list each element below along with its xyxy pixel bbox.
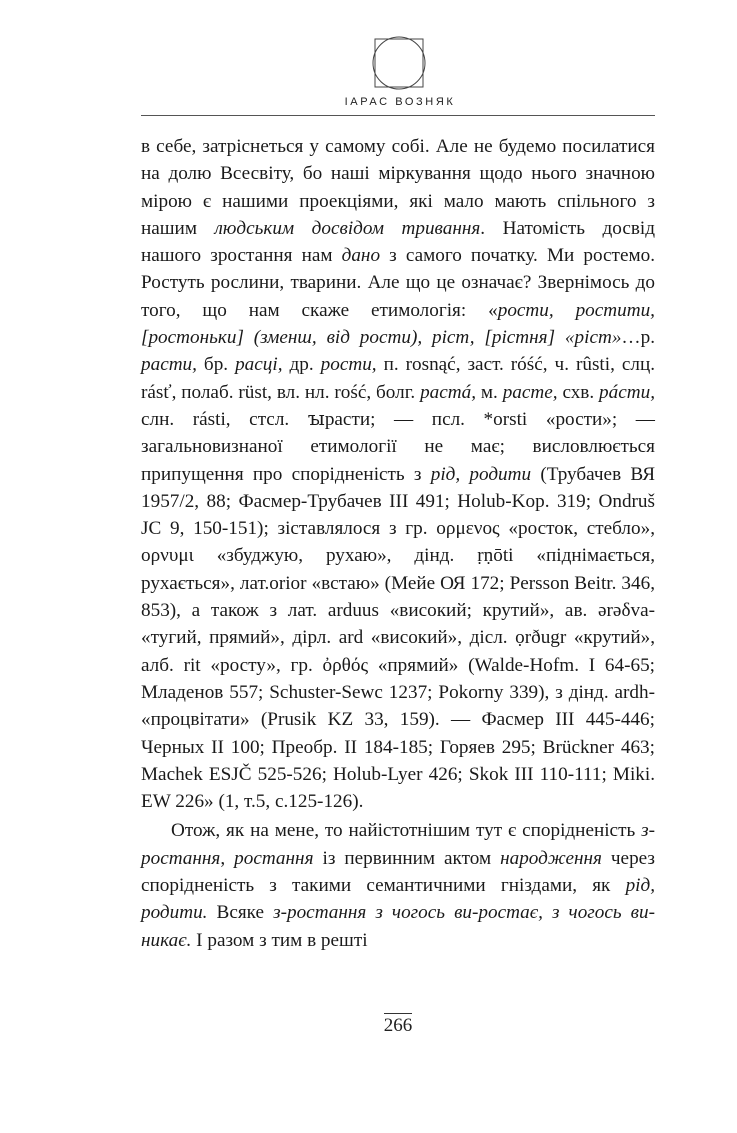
p2-run-8: Всяке: [207, 902, 274, 924]
p1-run-4: з самого початку. Ми ростемо. Ростуть рослини, тварини. Але що це означає? Звернімось до того, що нам скаже етимологія: «: [141, 245, 655, 321]
p1-run-20: (Трубачев ВЯ 1957/2, 88; Фасмер-Трубачев ІІІ 491; Holub-Kop. 319; Ondruš JC 9, 150-151); зіставлялося з гр. ορμενος «росток, стебло», ορνυμι «збуджую, рухаю», дінд. ṛṇōti «піднімається, рухається», лат.orior «встаю» (Мейе ОЯ 172; Persson Beitr. 346, 853), а також з лат. arduus «високий; крутий», ав. ǝrǝδva- «тугий, прямий», дірл. ard «високий», дісл. ọrðugr «крутий», алб. rit «росту», гр. ὀρθός «прямий» (Walde-Hofm. І 64-65; Младенов 557; Schuster-Sewc 1237; Pokorny 339), з дінд. ardh- «процвітати» (Prusik KZ 33, 159). — Фасмер ІІІ 445-446; Черных ІІ 100; Преобр. ІІ 184-185; Горяев 295; Brückner 463; Machek ESJČ 525-526; Holub-Lyer 426; Skok ІІІ 110-111; Miki. EW 226» (1, т.5, с.125-126).: [141, 463, 655, 813]
p2-run-7-italic: рід, родити.: [141, 875, 655, 924]
p1-run-10: др.: [282, 354, 321, 376]
p1-run-16: схв.: [557, 381, 600, 403]
p1-run-19-italic: рід, родити: [430, 463, 532, 485]
page-number-value: 266: [383, 1015, 413, 1036]
p2-run-6: через спорідненість з такими семантичними гніздами, як: [141, 847, 655, 897]
running-head-author: ІАРАС ВОЗНЯК: [344, 96, 456, 108]
p1-run-15-italic: расте,: [502, 381, 558, 403]
p2-run-10: І разом з тим в решті: [191, 929, 368, 951]
p1-run-11-italic: рости,: [320, 354, 377, 376]
p1-run-2: . Натомість досвід нашого зростання нам: [141, 217, 655, 267]
p1-run-0: в себе, затріснеться у самому собі. Але не будемо посилатися на долю Всесвіту, бо наші міркування щодо нього значною мірою є нашими проекціями, які мало мають спільного з нашим: [141, 136, 655, 239]
p1-run-1-italic: людським досвідом тривання: [214, 217, 481, 239]
p2-run-1-italic: з-ростання: [141, 820, 655, 869]
p1-run-5-italic: рости, ростити, [ростоньки] (зменш, від рости), ріст, [рістня] «ріст»: [141, 299, 655, 349]
p2-run-2: ,: [220, 847, 235, 869]
p2-run-0: Отож, як на мене, то найістотнішим тут є спорідненість: [171, 820, 642, 842]
p1-run-13-italic: растá,: [420, 381, 477, 403]
p2-run-9-italic: з-ростання з чогось ви-ростає, з чогось ви-никає.: [141, 902, 655, 951]
p2-run-3-italic: ростання: [234, 847, 314, 869]
p2-run-4: із первинним актом: [313, 847, 501, 869]
p1-run-6: …р.: [621, 327, 655, 349]
p1-run-14: м.: [476, 381, 503, 403]
p1-run-3-italic: дано: [341, 245, 381, 267]
body-text: [141, 133, 655, 954]
p1-run-12: п. rosnąć, заст. róść, ч. rûsti, слц. rásť, полаб. rüst, вл. нл. rość, болг.: [141, 354, 656, 403]
p1-run-18: слн. rásti, стсл. ꙑрасти; — псл. *orsti «рости»; — загальновизнаної етимології не має; висловлюється припущення про спорідненість з: [141, 408, 655, 485]
p1-run-8: бр.: [196, 354, 236, 376]
p1-run-9-italic: расці,: [235, 354, 283, 376]
paragraph-1: [141, 133, 655, 815]
square-circle-emblem-icon: [369, 33, 429, 93]
header-rule: [141, 115, 655, 116]
paragraph-2: [141, 817, 655, 953]
p1-run-17-italic: рáсти,: [599, 381, 655, 403]
page-number: [341, 1015, 455, 1037]
p2-run-5-italic: народження: [500, 847, 602, 869]
p1-run-7-italic: расти,: [141, 354, 197, 376]
